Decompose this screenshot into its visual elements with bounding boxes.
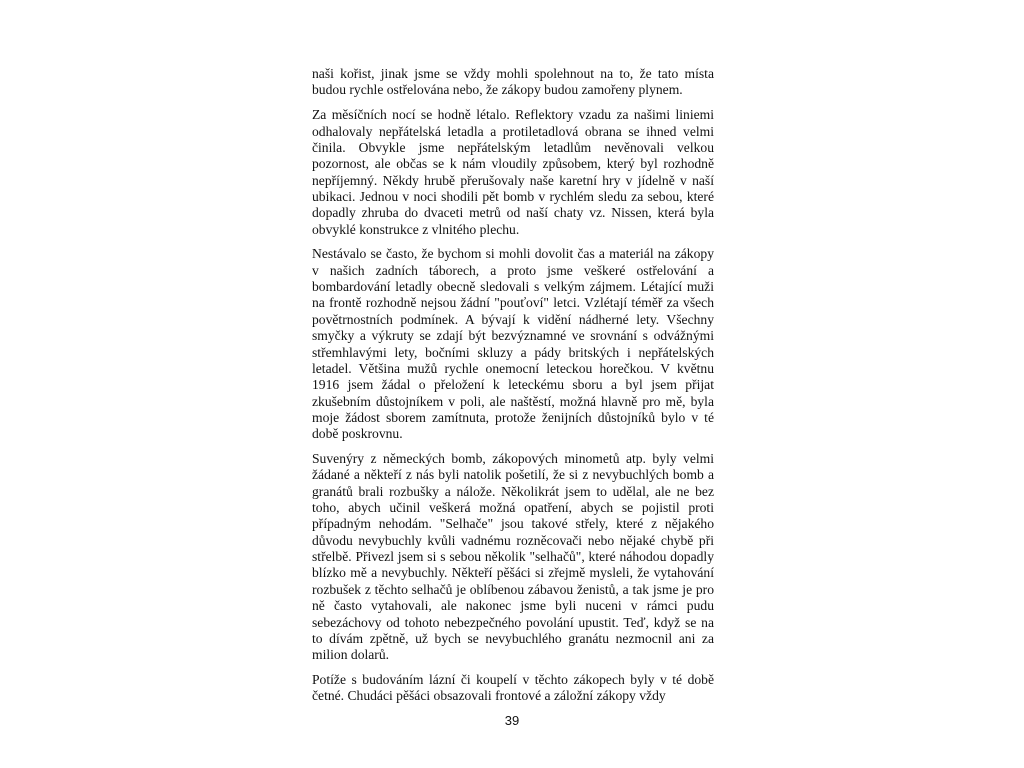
paragraph-2: Za měsíčních nocí se hodně létalo. Reflektory vzadu za našimi liniemi odhalovaly nepřátelská letadla a protiletadlová obrana se ihned velmi činila. Obvykle jsme nepřátelským letadlům nevěnovali velkou pozornost, ale občas se k nám vloudily způsobem, který byl rozhodně nepříjemný. Někdy hrubě přerušovaly naše karetní hry v jídelně v naší ubikaci. Jednou v noci shodili pět bomb v rychlém sledu za sebou, které dopadly zhruba do dvaceti metrů od naší chaty vz. Nissen, která byla obvyklé konstrukce z vlnitého plechu. bbox=[312, 107, 714, 237]
paragraph-1: naši kořist, jinak jsme se vždy mohli spolehnout na to, že tato místa budou rychle ostřelována nebo, že zákopy budou zamořeny plynem. bbox=[312, 66, 714, 98]
page-number: 39 bbox=[504, 713, 520, 728]
paragraph-5: Potíže s budováním lázní či koupelí v těchto zákopech byly v té době četné. Chudáci pěšáci obsazovali frontové a záložní zákopy vždy bbox=[312, 672, 714, 704]
paragraph-4: Suvenýry z německých bomb, zákopových minometů atp. byly velmi žádané a někteří z nás byli natolik pošetilí, že si z nevybuchlých bomb a granátů brali rozbušky a nálože. Několikrát jsem to udělal, ale ne bez toho, abych učinil veškerá možná opatření, abych se pojistil proti případným nehodám. "Selhače" jsou takové střely, které z nějakého důvodu nevybuchly kvůli vadnému rozněcovači nebo nějaké chybě při střelbě. Přivezl jsem si s sebou několik "selhačů", které náhodou dopadly blízko mě a nevybuchly. Někteří pěšáci si zřejmě mysleli, že vytahování rozbušek z těchto selhačů je oblíbenou zábavou ženistů, a tak jsme je pro ně často vytahovali, ale nakonec jsme byli nuceni v rámci pudu sebezáchovy od tohoto nebezpečného povolání upustit. Teď, když se na to dívám zpětně, už bych se nevybuchlého granátu nezmocnil ani za milion dolarů. bbox=[312, 451, 714, 663]
paragraph-3: Nestávalo se často, že bychom si mohli dovolit čas a materiál na zákopy v našich zadních táborech, a proto jsme veškeré ostřelování a bombardování letadly obecně sledovali s velkým zájmem. Létající muži na frontě rozhodně nejsou žádní "pouťoví" letci. Vzlétají téměř za všech povětrnostních podmínek. A bývají k vidění nádherné lety. Všechny smyčky a výkruty se zdají být bezvýznamné ve srovnání s odvážnými střemhlavými lety, bočními skluzy a pády britských i nepřátelských letadel. Většina mužů rychle onemocní leteckou horečkou. V květnu 1916 jsem žádal o přeložení k leteckému sboru a byl jsem přijat zkušebním důstojníkem v poli, ale naštěstí, možná hlavně pro mě, byla moje žádost sborem zamítnuta, protože ženijních důstojníků bylo v té době poskrovnu. bbox=[312, 246, 714, 442]
body-text bbox=[312, 66, 714, 713]
